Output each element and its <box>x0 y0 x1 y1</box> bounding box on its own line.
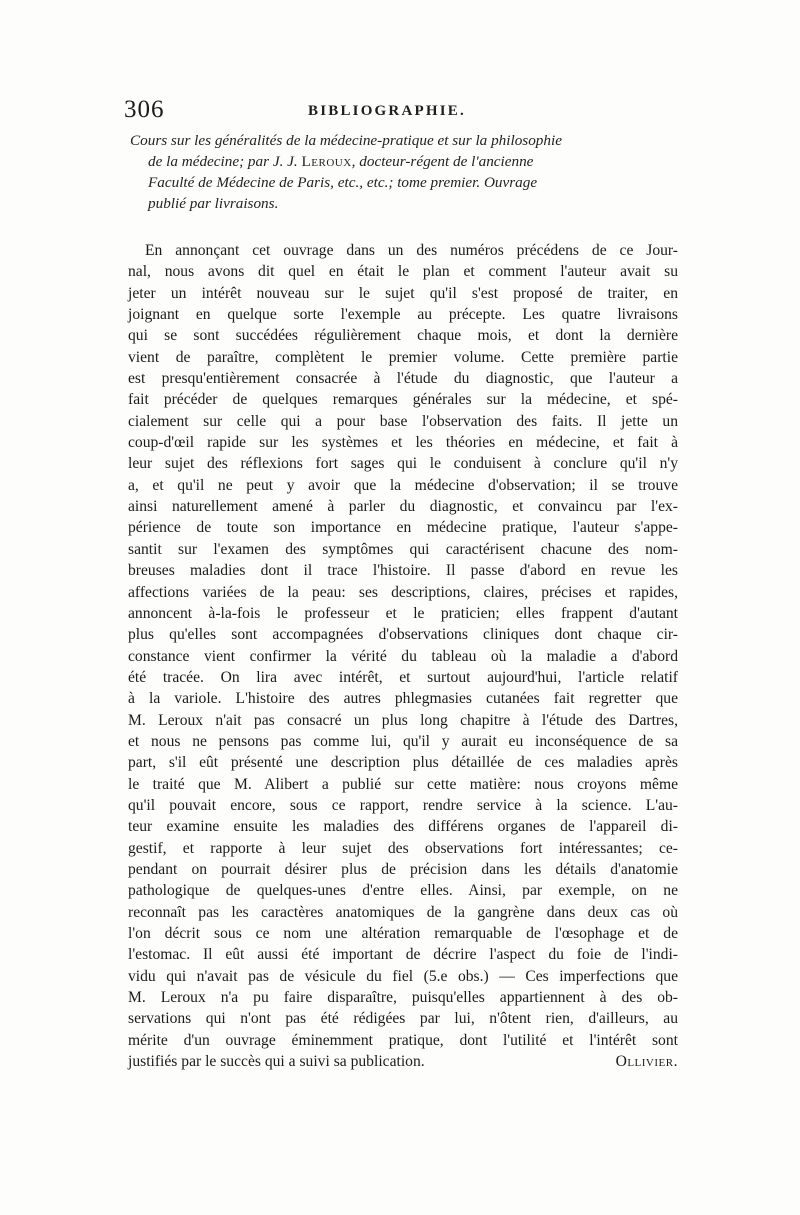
running-head: BIBLIOGRAPHIE. <box>308 103 466 119</box>
body-line: pendant on pourrait désirer plus de précision dans les détails d'anatomie <box>128 860 678 878</box>
page-number: 306 <box>124 96 165 123</box>
body-line: mérite d'un ouvrage éminemment pratique, dont l'utilité et l'intérêt sont <box>128 1031 678 1049</box>
entry-title-line-2 <box>130 151 680 172</box>
body-line: affections variées de la peau: ses descriptions, claires, précises et rapides, <box>128 583 678 601</box>
body-line: est presqu'entièrement consacrée à l'étude du diagnostic, que l'auteur a <box>128 370 678 388</box>
entry-title-line-1: Cours sur les généralités de la médecine-pratique et sur la philosophie <box>130 132 562 149</box>
body-line: santit sur l'examen des symptômes qui caractérisent chacune des nom- <box>128 540 678 558</box>
body-line: le traité que M. Alibert a publié sur cette matière: nous croyons même <box>128 775 678 793</box>
closing-sentence: justifiés par le succès qui a suivi sa publication. <box>128 1053 425 1071</box>
entry-title-line-4: publié par livraisons. <box>148 195 279 212</box>
body-line: M. Leroux n'ait pas consacré un plus long chapitre à l'étude des Dartres, <box>128 711 678 729</box>
body-line: coup-d'œil rapide sur les systèmes et les théories en médecine, et fait à <box>128 434 678 452</box>
body-line: breuses maladies dont il trace l'histoire. Il passe d'abord en revue les <box>128 562 678 580</box>
body-line: annoncent à-la-fois le professeur et le praticien; elles frappent d'autant <box>128 604 678 622</box>
body-last-line <box>128 1051 678 1072</box>
body-line: l'on décrit sous ce nom une altération remarquable de l'œsophage et de <box>128 925 678 942</box>
body-line: joignant en quelque sorte l'exemple au précepte. Les quatre livraisons <box>128 306 678 324</box>
entry-title-line-2-a: de la médecine; par J. J. <box>148 153 302 170</box>
body-line: jeter un intérêt nouveau sur le sujet qu'il s'est proposé de traiter, en <box>128 284 678 302</box>
body-line: qui se sont succédées régulièrement chaque mois, et dont la dernière <box>128 327 678 345</box>
body-line: a, et qu'il ne peut y avoir que la médecine d'observation; il se trouve <box>128 476 678 494</box>
body-line: part, s'il eût présenté une description plus détaillée de ces maladies après <box>128 754 678 772</box>
body-line: plus qu'elles sont accompagnées d'observations cliniques dont chaque cir- <box>128 626 678 644</box>
body-line: cialement sur celle qui a pour base l'observation des faits. Il jette un <box>128 412 678 430</box>
body-line: vient de paraître, complètent le premier volume. Cette première partie <box>128 348 678 366</box>
body-line: leur sujet des réflexions fort sages qui le conduisent à conclure qu'il n'y <box>128 455 678 473</box>
body-line: servations qui n'ont pas été rédigées par lui, n'ôtent rien, d'ailleurs, au <box>128 1010 678 1028</box>
body-line: M. Leroux n'a pu faire disparaître, puisqu'elles appartiennent à des ob- <box>128 989 678 1007</box>
body-line: constance vient confirmer la vérité du tableau où la maladie a d'abord <box>128 647 678 665</box>
body-line: gestif, et rapporte à leur sujet des observations fort intéressantes; ce- <box>128 839 678 857</box>
entry-author-name: Leroux <box>301 153 352 170</box>
body-line: teur examine ensuite les maladies des différens organes de l'appareil di- <box>128 818 678 836</box>
body-line: l'estomac. Il eût aussi été important de décrire l'aspect du foie de l'indi- <box>128 946 678 964</box>
entry-title-line-2-b: , docteur-régent de l'ancienne <box>351 153 534 170</box>
review-body <box>128 240 678 1072</box>
bibliographic-entry-title <box>130 130 680 214</box>
body-line: et nous ne pensons pas comme lui, qu'il y aurait eu inconséquence de sa <box>128 732 678 750</box>
body-line: périence de toute son importance en médecine pratique, l'auteur s'appe- <box>128 519 678 537</box>
body-line: reconnaît pas les caractères anatomiques de la gangrène dans deux cas où <box>128 903 678 921</box>
entry-title-line-3: Faculté de Médecine de Paris, etc., etc.; tome premier. Ouvrage <box>148 174 538 191</box>
author-signature: Ollivier. <box>615 1053 678 1071</box>
body-line: pathologique de quelques-unes d'entre elles. Ainsi, par exemple, on ne <box>128 882 678 900</box>
body-line: ainsi naturellement amené à parler du diagnostic, et convaincu par l'ex- <box>128 498 678 516</box>
body-line: En annonçant cet ouvrage dans un des numéros précédens de ce Jour- <box>145 242 678 259</box>
body-line: été tracée. On lira avec intérêt, et surtout aujourd'hui, l'article relatif <box>128 668 678 686</box>
body-line: qu'il pouvait encore, sous ce rapport, rendre service à la science. L'au- <box>128 796 678 814</box>
body-line: à la variole. L'histoire des autres phlegmasies cutanées fait regretter que <box>128 690 678 708</box>
body-line: fait précéder de quelques remarques générales sur la médecine, et spé- <box>128 391 678 409</box>
body-line: vidu qui n'avait pas de vésicule du fiel (5.e obs.) — Ces imperfections que <box>128 967 678 985</box>
body-line: nal, nous avons dit quel en était le plan et comment l'auteur avait su <box>128 263 678 281</box>
